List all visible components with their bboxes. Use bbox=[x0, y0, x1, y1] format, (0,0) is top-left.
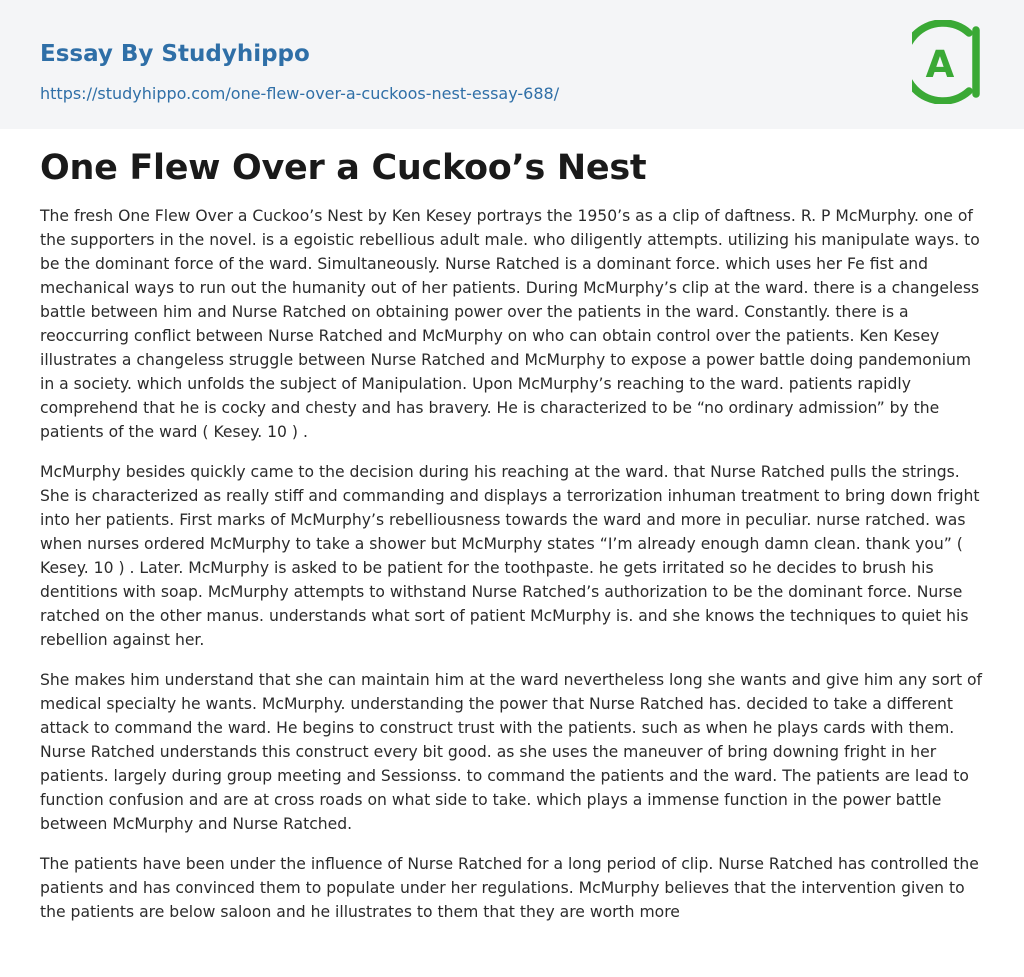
site-brand[interactable]: Essay By Studyhippo bbox=[40, 41, 310, 67]
article-paragraph: She makes him understand that she can maintain him at the ward nevertheless long she wants and give him any sort of medical specialty he wants. McMurphy. understanding the power that Nurse Ratched has. decided to take a different attack to command the ward. He begins to construct trust with the patients. such as when he plays cards with them. Nurse Ratched understands this construct every bit good. as she uses the maneuver of bring downing fright in her patients. largely during group meeting and Sessionss. to command the patients and the ward. The patients are lead to function confusion and are at cross roads on what side to take. which plays a immense function in the power battle between McMurphy and Nurse Ratched. bbox=[40, 671, 983, 833]
article-paragraph: The patients have been under the influence of Nurse Ratched for a long period of clip. Nurse Ratched has controlled the patients and has convinced them to populate under her regulations. McMurphy believes that the intervention given to the patients are below saloon and he illustrates to them that they are worth more bbox=[40, 855, 979, 921]
logo-letter: A bbox=[925, 43, 955, 86]
site-header bbox=[0, 0, 1024, 129]
article-title: One Flew Over a Cuckoo’s Nest bbox=[40, 148, 647, 188]
article-paragraph: McMurphy besides quickly came to the decision during his reaching at the ward. that Nurse Ratched pulls the strings. She is characterized as really stiff and commanding and displays a terrorization inhuman treatment to bring down fright into her patients. First marks of McMurphy’s rebelliousness towards the ward and more in peculiar. nurse ratched. was when nurses ordered McMurphy to take a shower but McMurphy states “I’m already enough damn clean. thank you” ( Kesey. 10 ) . Later. McMurphy is asked to be patient for the toothpaste. he gets irritated so he decides to brush his dentitions with soap. McMurphy attempts to withstand Nurse Ratched’s authorization to be the dominant force. Nurse ratched on the other manus. understands what sort of patient McMurphy is. and she knows the techniques to quiet his rebellion against her. bbox=[40, 463, 980, 649]
article-content bbox=[40, 143, 986, 940]
studyhippo-logo-icon[interactable] bbox=[912, 20, 986, 104]
article-url-link[interactable]: https://studyhippo.com/one-flew-over-a-cuckoos-nest-essay-688/ bbox=[40, 84, 560, 103]
article-paragraph: The fresh One Flew Over a Cuckoo’s Nest by Ken Kesey portrays the 1950’s as a clip of daftness. R. P McMurphy. one of the supporters in the novel. is a egoistic rebellious adult male. who diligently attempts. utilizing his manipulate ways. to be the dominant force of the ward. Simultaneously. Nurse Ratched is a dominant force. which uses her Fe fist and mechanical ways to run out the humanity out of her patients. During McMurphy’s clip at the ward. there is a changeless battle between him and Nurse Ratched on obtaining power over the patients in the ward. Constantly. there is a reoccurring conflict between Nurse Ratched and McMurphy on who can obtain control over the patients. Ken Kesey illustrates a changeless struggle between Nurse Ratched and McMurphy to expose a power battle doing pandemonium in a society. which unfolds the subject of Manipulation. Upon McMurphy’s reaching to the ward. patients rapidly comprehend that he is cocky and chesty and has bravery. He is characterized to be “no ordinary admission” by the patients of the ward ( Kesey. 10 ) . bbox=[40, 207, 980, 441]
